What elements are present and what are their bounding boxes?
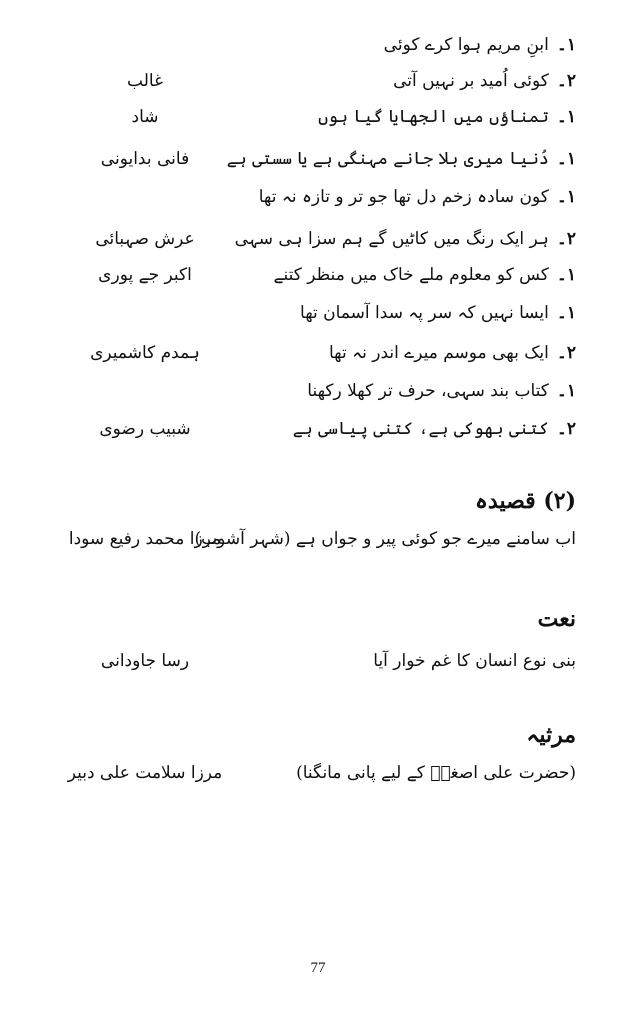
verse-number: ۲۔ [556, 71, 576, 91]
verse-line [246, 374, 576, 408]
section-heading-marsiya: مرثیہ [526, 722, 576, 748]
verse-text: بنی نوع انسان کا غم خوار آیا [373, 651, 576, 671]
verse-line [246, 180, 576, 214]
verse-row [0, 412, 636, 446]
verse-line [246, 258, 576, 292]
verse-number: ۱۔ [556, 35, 576, 55]
poet-name: عرش صہبائی [95, 229, 195, 249]
section-heading-qasida: (۲) قصیدہ [475, 488, 576, 514]
poet-name: اکبر جے پوری [98, 265, 192, 285]
poet-name: مرزا محمد رفیع سودا [68, 529, 222, 549]
poet-name: شبیب رضوی [99, 419, 191, 439]
verse-line [246, 336, 576, 370]
verse-line [246, 412, 576, 446]
verse-row [0, 64, 636, 98]
verse-text: ایسا نہیں کہ سر پہ سدا آسمان تھا [300, 303, 549, 323]
verse-row [0, 142, 636, 176]
poet-name: مرزا سلامت علی دبیر [67, 763, 223, 783]
verse-row [0, 222, 636, 256]
verse-line [246, 28, 576, 62]
verse-line [246, 64, 576, 98]
page-number: 77 [310, 960, 326, 976]
verse-row [0, 258, 636, 292]
verse-text: ابنِ مریم ہوا کرے کوئی [383, 35, 549, 55]
verse-row [0, 180, 636, 214]
verse-line [226, 142, 576, 176]
verse-text: ایک بھی موسم میرے اندر نہ تھا [329, 343, 549, 363]
poet-name: رسا جاودانی [100, 651, 190, 671]
verse-text: کتنی بھوکی ہے، کتنی پیاسی ہے [292, 419, 549, 439]
verse-text: کتاب بند سہی، حرف تر کھلا رکھنا [307, 381, 549, 401]
verse-number: ۱۔ [556, 265, 576, 285]
verse-number: ۱۔ [556, 381, 576, 401]
verse-row [0, 644, 636, 678]
verse-text: ہر ایک رنگ میں کاٹیں گے ہم سزا ہی سہی [234, 229, 549, 249]
poet-name: غالب [127, 71, 163, 91]
verse-text: کون سادہ زخم دل تھا جو تر و تازہ نہ تھا [258, 187, 549, 207]
verse-row [0, 374, 636, 408]
verse-line [246, 100, 576, 134]
verse-number: ۲۔ [556, 229, 576, 249]
verse-text: کس کو معلوم ملے خاک میں منظر کتنے [273, 265, 549, 285]
verse-number: ۱۔ [556, 303, 576, 323]
verse-number: ۱۔ [556, 187, 576, 207]
verse-text: دُنیا میری بلا جانے مہنگی ہے یا سستی ہے [226, 149, 549, 169]
verse-text: (حضرت علی اصغرؑ کے لیے پانی مانگنا) [296, 763, 576, 783]
verse-row [0, 336, 636, 370]
verse-row [0, 100, 636, 134]
verse-number: ۱۔ [556, 107, 576, 127]
verse-text: کوئی اُمید بر نہیں آتی [393, 71, 549, 91]
verse-line [234, 222, 576, 256]
verse-row [0, 522, 636, 556]
verse-text: اب سامنے میرے جو کوئی پیر و جواں ہے (شہر آشوب) [194, 529, 576, 549]
poet-name: ہمدم کاشمیری [90, 343, 200, 363]
verse-row [0, 28, 636, 62]
verse-text: تمناؤں میں الجھایا گیا ہوں [318, 107, 549, 127]
verse-number: ۲۔ [556, 343, 576, 363]
verse-number: ۲۔ [556, 419, 576, 439]
poet-name: شاد [131, 107, 159, 127]
verse-number: ۱۔ [556, 149, 576, 169]
section-heading-naat: نعت [537, 606, 576, 632]
poet-name: فانی بدایونی [100, 149, 190, 169]
verse-line [246, 296, 576, 330]
verse-row [0, 756, 636, 790]
verse-row [0, 296, 636, 330]
